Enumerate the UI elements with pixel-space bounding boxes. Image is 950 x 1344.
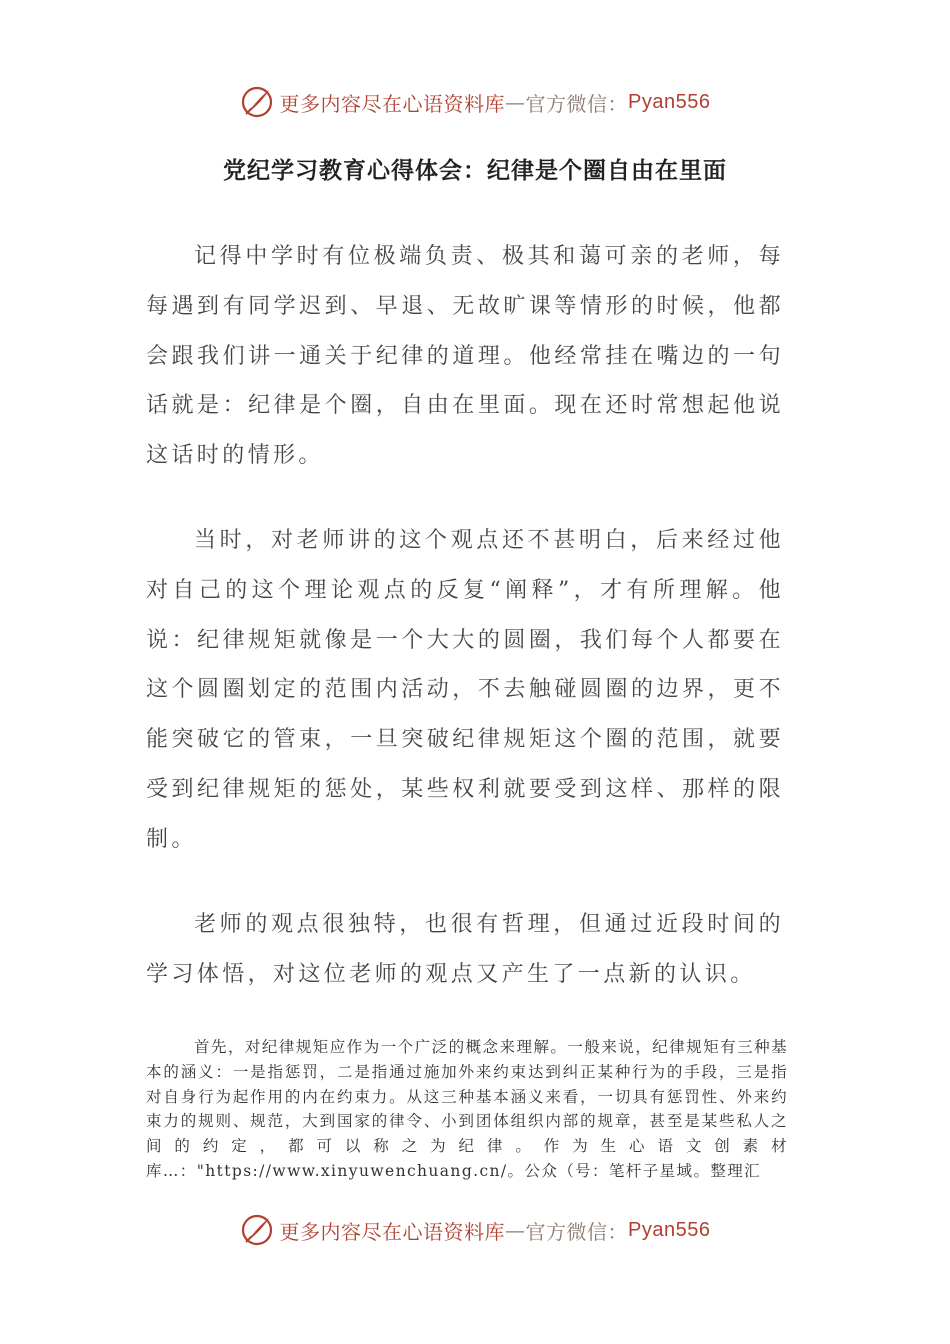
document-title: 党纪学习教育心得体会：纪律是个圈自由在里面 [223,157,727,184]
quill-logo-icon [240,1213,274,1247]
banner-main-text: 更多内容尽在心语资料库 [279,91,506,116]
banner-dash: — [505,90,526,114]
banner-dash: — [505,1218,526,1242]
banner-official-label: 官方微信： [525,91,629,116]
header-banner [0,80,950,124]
quill-logo-icon [240,85,274,119]
banner-official-label: 官方微信： [525,1219,629,1244]
paragraph-2: 当时，对老师讲的这个观点还不甚明白，后来经过他对自己的这个理论观点的反复“阐释”，才有所理解。他说：纪律规矩就像是一个大大的圆圈，我们每个人都要在这个圆圈划定的范围内活动，不去触碰圆圈的边界，更不能突破它的管束，一旦突破纪律规矩这个圈的范围，就要受到纪律规矩的惩处，某些权利就要受到这样、那样的限制。 [146,528,784,852]
banner-wechat-id: Pyan556 [628,1218,711,1241]
paragraph-3: 老师的观点很独特，也很有哲理，但通过近段时间的学习体悟，对这位老师的观点又产生了一点新的认识。 [146,912,784,987]
footer-banner [0,1208,950,1252]
banner-main-text: 更多内容尽在心语资料库 [279,1219,506,1244]
paragraph-1: 记得中学时有位极端负责、极其和蔼可亲的老师，每每遇到有同学迟到、早退、无故旷课等情形的时候，他都会跟我们讲一通关于纪律的道理。他经常挂在嘴边的一句话就是：纪律是个圈，自由在里面。现在还时常想起他说这话时的情形。 [146,244,784,469]
banner-wechat-id: Pyan556 [628,90,711,113]
paragraph-4-small: 首先，对纪律规矩应作为一个广泛的概念来理解。一般来说，纪律规矩有三种基本的涵义：一是指惩罚，二是指通过施加外来约束达到纠正某种行为的手段，三是指对自身行为起作用的内在约束力。从这三种基本涵义来看，一切具有惩罚性、外来约束力的规则、规范，大到国家的律令、小到团体组织内部的规章，甚至是某些私人之间的约定，都可以称之为纪律。作为生心语文创素材库…："https://www.xinyuwenchuang.cn/。公众（号：笔杆子星域。整理汇 [146,1038,788,1180]
